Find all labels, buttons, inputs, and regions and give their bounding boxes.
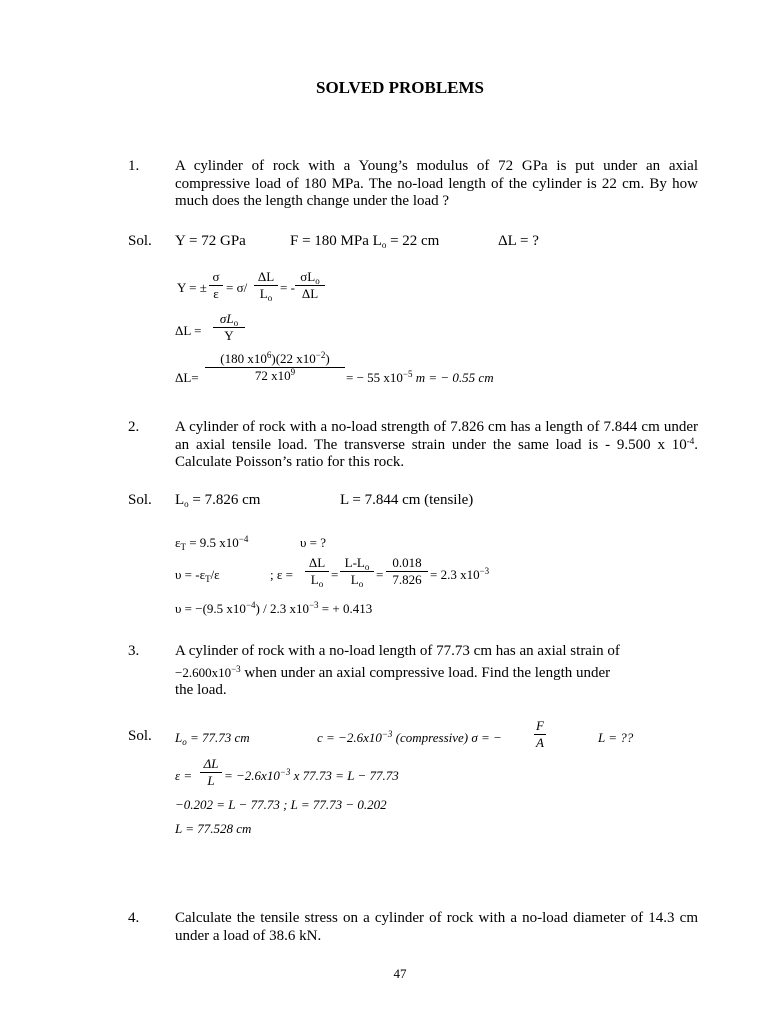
eq-3-fraction: (180 $x10^6)(22$ $x10^{-2}$) 72 $x10^9$ [205,352,345,383]
problem-3-text-line-2: $-2.600x10^{-3}$ when under an axial compressive load. Find the length under [175,664,611,681]
eq-4-unknown: υ = ? [300,535,327,550]
eq-7-lhs: ε = [175,768,193,783]
solution-1-label: Sol. [128,233,152,249]
eq-5-fraction-c: 0.018 7.826 [386,556,428,587]
eq-2-lhs: ΔL = [175,323,202,338]
problem-2-number: 2. [128,419,140,435]
solution-1-given-load: F = 180 MPa $L_o = 22$ cm [290,233,440,250]
eq-4-transverse-strain: $\varepsilon_T = 9.5$ $x10^{-4}$ [175,534,249,552]
solution-1-unknown: ΔL = ? [498,233,539,249]
problem-4-number: 4. [128,910,140,926]
problem-3-number: 3. [128,643,140,659]
eq-5-equals-b: = [376,567,384,582]
solution-2-given-loaded-length: L = 7.844 cm (tensile) [340,492,474,508]
eq-3-lhs: ΔL= [175,370,199,385]
eq-1-fraction-strain: ΔL $L_o$ [254,270,278,301]
problem-3-text-line-3: the load. [175,682,227,698]
eq-5-poisson: $\upsilon = -\varepsilon_T/\varepsilon$ [175,567,220,584]
eq-5-equals-a: = [331,567,339,582]
eq-1-equals: = - [280,280,295,295]
eq-5-result: = 2.3 $x10^{-3}$ [430,566,490,582]
solution-3-given-strain: $c = -2.6x10^{-3}$ (compressive) σ = − [317,729,502,745]
solution-2-label: Sol. [128,492,152,508]
eq-8: −0.202 = L − 77.73 ; L = 77.73 − 0.202 [175,797,387,812]
problem-2-text: A cylinder of rock with a no-load strength of 7.826 cm has a length of 7.844 cm under an axial tensile load. The transverse strain under the same load is - 9.500 x $10^{-4}$. Calculate Poisson’s ratio for this rock. [175,419,698,470]
eq-6-poisson-result: υ = −(9.5 $x10^{-4}) / 2.3$ $x10^{-3}$ = + 0.413 [175,600,373,616]
eq-5-separator: ; ε = [270,567,293,582]
solution-3-unknown: L = ?? [598,730,634,745]
eq-9-result: L = 77.528 cm [175,821,252,836]
eq-7-rhs: = $-2.6x10^{-3}$ x 77.73 = L − 77.73 [224,767,399,783]
eq-1-mid: = σ/ [226,280,248,295]
solution-3-stress-fraction: F A [534,719,546,750]
solution-3-label: Sol. [128,728,152,744]
eq-2-fraction: $\sigma L_o$ Y [213,312,245,343]
solution-3-given-length: $L_o = 77.73$ cm [175,730,250,747]
page-title: SOLVED PROBLEMS [316,78,484,97]
solution-2-given-length: $L_o = 7.826$ cm [175,492,261,509]
page-number: 47 [393,966,407,981]
eq-7-fraction: ΔL L [200,757,222,788]
eq-1-lhs: Y = ± [177,280,207,295]
problem-1-text: A cylinder of rock with a Young’s modulus of 72 GPa is put under an axial compressive load of 180 MPa. The no-load length of the cylinder is 22 cm. By how much does the length change under the load ? [175,158,698,209]
eq-5-fraction-a: ΔL $L_o$ [305,556,329,587]
problem-4-text: Calculate the tensile stress on a cylinder of rock with a no-load diameter of 14.3 cm under a load of 38.6 kN. [175,910,698,944]
eq-1-fraction-stress-strain: σ ε [209,270,223,301]
solution-1-given-modulus: Y = 72 GPa [175,233,246,249]
eq-5-fraction-b: $L-L_o$ $L_o$ [340,556,374,587]
eq-3-result: = − 55 $x10^{-5}$ m = − 0.55 cm [346,369,494,385]
problem-3-text-line-1: A cylinder of rock with a no-load length of 77.73 cm has an axial strain of [175,643,620,659]
eq-1-fraction-result: $\sigma L_o$ ΔL [295,270,325,301]
problem-1-number: 1. [128,158,140,174]
